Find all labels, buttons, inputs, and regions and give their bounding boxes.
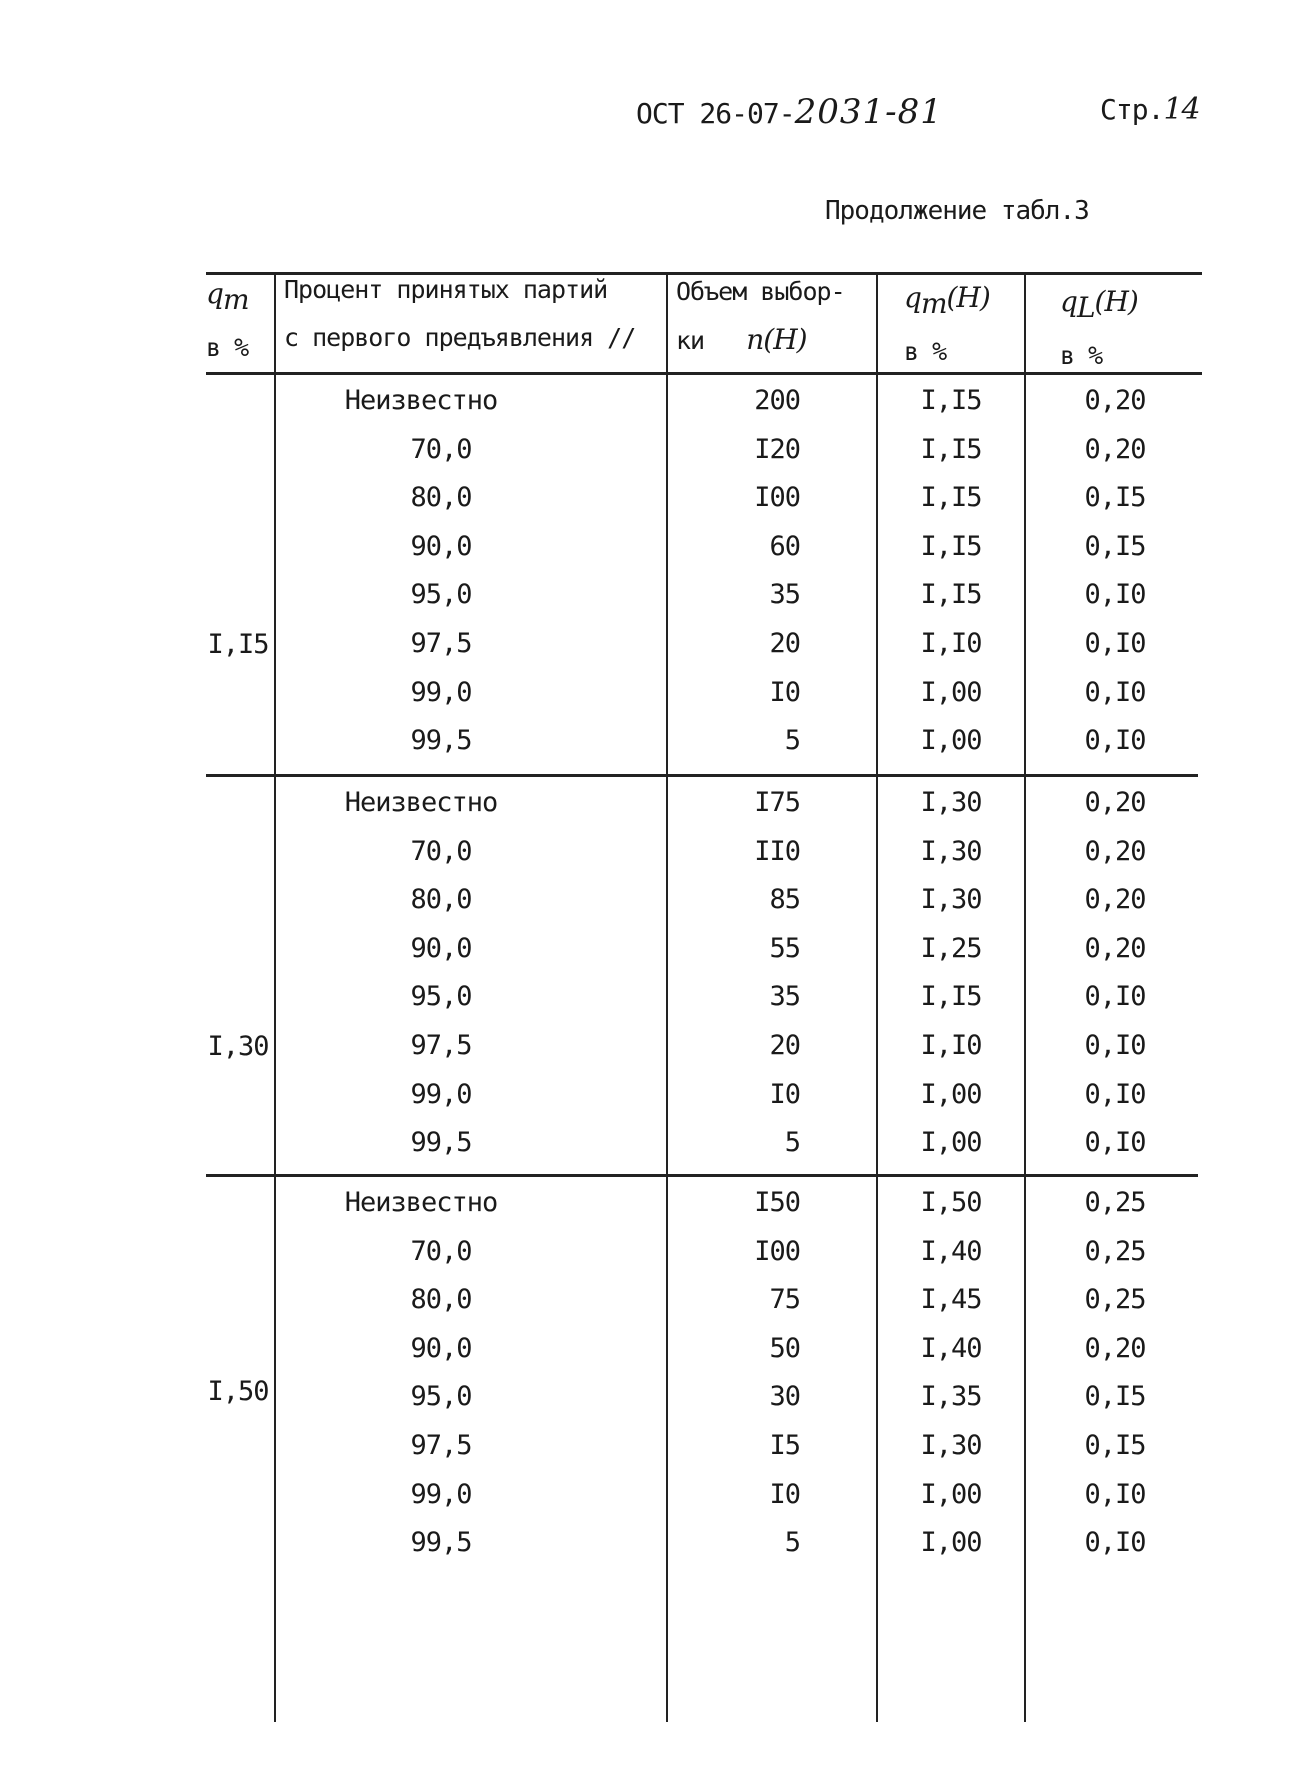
cell-sample-size: 35 [769, 981, 800, 1013]
group-qm-value: I,30 [207, 1031, 269, 1062]
header-percent-line2: с первого предъявления // [284, 323, 636, 352]
cell-ql-h: 0,I0 [1084, 1527, 1146, 1559]
header-percent [284, 266, 635, 362]
cell-sample-size: 60 [769, 530, 800, 562]
page-number-value: 14 [1163, 92, 1200, 127]
cell-sample-size: I5 [769, 1430, 800, 1461]
cell-sample-size: I00 [754, 482, 800, 514]
cell-percent: 99,5 [410, 1527, 472, 1559]
cell-qm-h: I,I5 [920, 482, 982, 514]
cell-ql-h: 0,20 [1084, 835, 1146, 867]
cell-ql-h: 0,20 [1084, 932, 1146, 964]
header-sample-line2-prefix: ки [676, 326, 705, 355]
cell-percent: 99,0 [410, 1478, 472, 1510]
cell-ql-h: 0,I0 [1084, 1078, 1146, 1110]
header-qm-h-subscript: m [920, 287, 947, 320]
cell-ql-h: 0,20 [1084, 884, 1146, 916]
cell-ql-h: 0,I0 [1084, 1478, 1146, 1510]
cell-percent: 70,0 [410, 433, 472, 465]
cell-ql-h: 0,25 [1084, 1187, 1146, 1218]
cell-qm-h: I,30 [920, 835, 982, 867]
cell-sample-size: 85 [769, 884, 800, 916]
cell-percent: 90,0 [410, 530, 472, 562]
cell-percent: 95,0 [410, 579, 472, 611]
cell-qm-h: I,I5 [920, 530, 982, 562]
header-qm-unit: в % [206, 333, 249, 362]
header-qm-h-unit: в % [904, 337, 947, 366]
cell-percent: 97,5 [410, 1030, 472, 1061]
cell-sample-size: 75 [769, 1284, 800, 1316]
cell-qm-h: I,00 [920, 1078, 982, 1110]
header-qm [206, 270, 249, 372]
cell-percent: Неизвестно [344, 385, 498, 416]
cell-qm-h: I,I5 [920, 385, 982, 416]
cell-percent: 80,0 [410, 884, 472, 916]
cell-sample-size: 20 [769, 628, 800, 659]
cell-percent: Неизвестно [344, 787, 498, 818]
cell-qm-h: I,50 [920, 1187, 982, 1218]
cell-percent: 70,0 [410, 1235, 472, 1267]
page-label: Стр. [1100, 93, 1164, 126]
cell-sample-size: I0 [769, 1078, 800, 1110]
header-ql-h-suffix: (H) [1094, 285, 1138, 318]
cell-qm-h: I,I5 [920, 433, 982, 465]
cell-sample-size: I20 [754, 433, 800, 465]
column-divider [876, 272, 878, 1722]
document-code [636, 92, 943, 132]
cell-ql-h: 0,I0 [1084, 676, 1146, 708]
cell-percent: 95,0 [410, 981, 472, 1013]
cell-sample-size: II0 [754, 835, 800, 867]
cell-qm-h: I,00 [920, 676, 982, 708]
header-ql-h [1060, 278, 1138, 380]
cell-sample-size: I75 [754, 787, 800, 818]
header-ql-h-subscript: L [1076, 291, 1095, 324]
cell-ql-h: 0,20 [1084, 385, 1146, 416]
cell-ql-h: 0,I5 [1084, 530, 1146, 562]
cell-qm-h: I,25 [920, 932, 982, 964]
cell-qm-h: I,I0 [920, 628, 982, 659]
cell-percent: 99,5 [410, 725, 472, 757]
group-divider [206, 1174, 1198, 1177]
cell-ql-h: 0,I0 [1084, 579, 1146, 611]
cell-percent: 90,0 [410, 1332, 472, 1364]
cell-ql-h: 0,20 [1084, 787, 1146, 818]
cell-sample-size: 5 [784, 1527, 800, 1559]
cell-sample-size: 20 [769, 1030, 800, 1061]
cell-sample-size: 5 [784, 1127, 800, 1159]
cell-percent: 90,0 [410, 932, 472, 964]
cell-sample-size: 30 [769, 1381, 800, 1413]
cell-sample-size: I50 [754, 1187, 800, 1218]
document-code-number: 2031-81 [794, 92, 943, 132]
cell-sample-size: 50 [769, 1332, 800, 1364]
cell-qm-h: I,30 [920, 884, 982, 916]
header-qm-h [904, 274, 990, 376]
cell-qm-h: I,00 [920, 1478, 982, 1510]
cell-ql-h: 0,I0 [1084, 1127, 1146, 1159]
cell-ql-h: 0,I0 [1084, 981, 1146, 1013]
cell-ql-h: 0,20 [1084, 433, 1146, 465]
cell-qm-h: I,40 [920, 1332, 982, 1364]
cell-percent: 99,5 [410, 1127, 472, 1159]
page-number [1100, 92, 1200, 127]
cell-percent: 80,0 [410, 482, 472, 514]
table-title: Продолжение табл.3 [825, 196, 1089, 226]
cell-percent: 80,0 [410, 1284, 472, 1316]
cell-ql-h: 0,I0 [1084, 1030, 1146, 1061]
document-code-prefix: ОСТ 26-07- [636, 97, 795, 130]
cell-qm-h: I,30 [920, 1430, 982, 1461]
cell-qm-h: I,00 [920, 1127, 982, 1159]
cell-percent: 95,0 [410, 1381, 472, 1413]
header-sample-size [676, 268, 845, 365]
cell-qm-h: I,35 [920, 1381, 982, 1413]
cell-ql-h: 0,I5 [1084, 1381, 1146, 1413]
cell-qm-h: I,I5 [920, 981, 982, 1013]
cell-sample-size: I0 [769, 676, 800, 708]
cell-qm-h: I,I5 [920, 579, 982, 611]
header-sample-line1: Объем выбор- [676, 277, 845, 306]
cell-percent: 97,5 [410, 628, 472, 659]
cell-sample-size: I0 [769, 1478, 800, 1510]
cell-qm-h: I,00 [920, 725, 982, 757]
header-ql-h-symbol: q [1060, 285, 1077, 318]
cell-ql-h: 0,25 [1084, 1284, 1146, 1316]
cell-qm-h: I,40 [920, 1235, 982, 1267]
cell-percent: Неизвестно [344, 1187, 498, 1218]
cell-qm-h: I,I0 [920, 1030, 982, 1061]
cell-sample-size: I00 [754, 1235, 800, 1267]
cell-percent: 70,0 [410, 835, 472, 867]
group-qm-value: I,I5 [207, 629, 269, 660]
group-qm-value: I,50 [207, 1376, 269, 1407]
cell-ql-h: 0,I0 [1084, 725, 1146, 757]
cell-sample-size: 35 [769, 579, 800, 611]
header-ql-h-unit: в % [1060, 341, 1103, 370]
header-qm-symbol: q [206, 277, 223, 310]
cell-qm-h: I,45 [920, 1284, 982, 1316]
cell-ql-h: 0,I5 [1084, 482, 1146, 514]
cell-ql-h: 0,I5 [1084, 1430, 1146, 1461]
column-divider [274, 272, 276, 1722]
header-qm-h-symbol: q [904, 281, 921, 314]
cell-percent: 99,0 [410, 676, 472, 708]
column-divider [1024, 272, 1026, 1722]
header-sample-symbol: n(H) [746, 323, 807, 356]
cell-percent: 99,0 [410, 1078, 472, 1110]
cell-ql-h: 0,20 [1084, 1332, 1146, 1364]
cell-qm-h: I,30 [920, 787, 982, 818]
cell-percent: 97,5 [410, 1430, 472, 1461]
header-qm-subscript: m [222, 283, 249, 316]
cell-qm-h: I,00 [920, 1527, 982, 1559]
cell-sample-size: 5 [784, 725, 800, 757]
cell-ql-h: 0,I0 [1084, 628, 1146, 659]
table-header-rule [206, 372, 1202, 375]
cell-ql-h: 0,25 [1084, 1235, 1146, 1267]
header-percent-line1: Процент принятых партий [284, 275, 608, 304]
cell-sample-size: 200 [754, 385, 800, 416]
header-qm-h-suffix: (H) [946, 281, 990, 314]
group-divider [206, 774, 1198, 777]
cell-sample-size: 55 [769, 932, 800, 964]
